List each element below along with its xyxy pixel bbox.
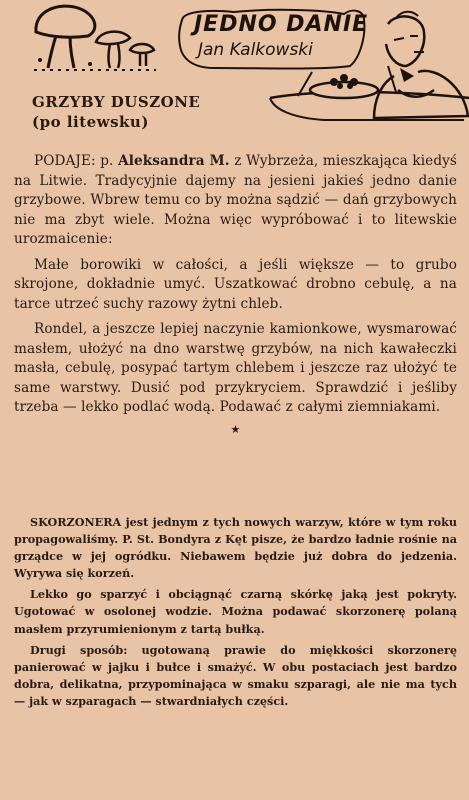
salsify-section xyxy=(14,514,457,714)
salsify-contributor: P. St. Bondyra xyxy=(122,532,211,547)
recipe-mushrooms xyxy=(14,152,457,441)
column-author: Jan Kalkowski xyxy=(198,40,313,60)
paragraph-salsify-method-2 xyxy=(14,642,457,710)
paragraph-salsify-method-1 xyxy=(14,586,457,637)
salsify-method-2-text: Drugi sposób: ugotowaną prawie do miękkości skorzonerę panierować w jajku i bułce i smażyć. W obu postaciach jest bardzo dobra, delikatna, przypominająca w smaku szparagi, ale nie ma tych — jak w szparagach — stwardniałych części. xyxy=(14,642,457,708)
salsify-term: SKORZONERA xyxy=(30,515,122,529)
paragraph-salsify-intro xyxy=(14,514,457,582)
salsify-method-1-text: Lekko go sparzyć i obciągnąć czarną skórkę jaką jest pokryty. Ugotować w osolonej wodzie. Można podawać skorzonerę polaną masłem przyrumienionym z tartą bułką. xyxy=(14,587,457,636)
paragraph-intro xyxy=(14,152,457,250)
intro-rest: z Wybrzeża, mieszkająca kiedyś na Litwie. Tradycyjnie dajemy na jesieni jakieś jedno danie grzybowe. Wbrew temu co by można sądzić — dań grzybowych nie ma zbyt wiele. Można więc wypróbować i to litewskie urozmaicenie: xyxy=(14,153,457,247)
article-headline xyxy=(32,92,200,132)
separator-star: ★ xyxy=(230,422,241,436)
paragraph-method: Rondel, a jeszcze lepiej naczynie kamionkowe, wysmarować masłem, ułożyć na dno warstwę grzybów, na nich kawałeczki masła, cebulę, posypać tartym chlebem i jeszcze raz ułożyć te same warstwy. Dusić pod przykryciem. Sprawdzić i jeśliby trzeba — lekko podlać wodą. Podawać z całymi ziemniakami. xyxy=(14,321,457,415)
column-title: JEDNO DANIE xyxy=(194,12,369,37)
column-header xyxy=(16,0,455,130)
mushrooms-illustration xyxy=(30,2,160,74)
headline-line-1: GRZYBY DUSZONE xyxy=(32,93,201,111)
intro-lead: PODAJE: p. xyxy=(34,153,119,169)
salsify-mid: jest jednym z tych nowych warzyw, które w tym roku propagowaliśmy. xyxy=(14,515,457,547)
paragraph-ingredients: Małe borowiki w całości, a jeśli większe — to grubo skrojone, dokładnie umyć. Uszatkować drobno cebulę, a na tarce utrzeć suchy razowy żytni chleb. xyxy=(14,256,457,312)
column-banner xyxy=(174,6,469,126)
headline-line-2: (po litewsku) xyxy=(32,113,149,131)
salsify-rest: z Kęt pisze, że bardzo ładnie rośnie na grządce w jej ogródku. Niebawem będzie już dobra do jedzenia. Wyrywa się korzeń. xyxy=(14,532,458,581)
contributor-name: Aleksandra M. xyxy=(118,153,230,169)
